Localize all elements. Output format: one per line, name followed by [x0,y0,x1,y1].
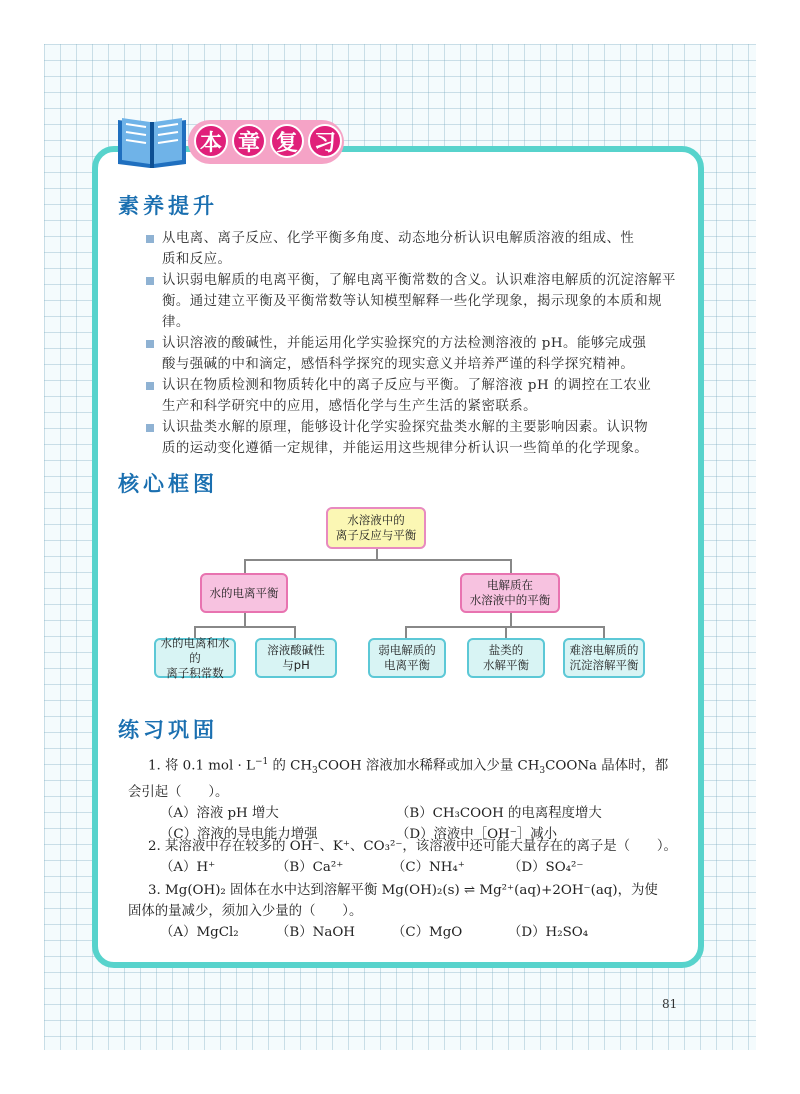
option: （C）NH₄⁺ [392,860,465,875]
question-stem: 固体的量减少，须加入少量的（ ）。 [128,904,363,919]
options [128,803,688,824]
list-item: 认识弱电解质的电离平衡，了解电离平衡常数的含义。认识难溶电解质的沉淀溶解平 衡。通过建立平衡及平衡常数等认知模型解释一些化学现象，揭示现象的本质和规律。 [146,270,686,333]
diagram-root-node: 水溶液中的 离子反应与平衡 [326,507,426,549]
option: （B）NaOH [276,925,355,940]
section-heading-exercises: 练习巩固 [118,718,218,742]
section-heading-literacy: 素养提升 [118,194,218,218]
option: （D）H₂SO₄ [508,925,589,940]
question-stem: 1. 将 0.1 mol · $L^{-1}$ 的 $CH_3COOH$ 溶液加水稀释或加入少量 $CH_3COONa$ 晶体时，都 [148,757,669,777]
question-stem: 2. 某溶液中存在较多的 OH⁻、K⁺、CO₃²⁻，该溶液中还可能大量存在的离子是（ ）。 [148,839,677,854]
diagram-leaf-node: 水的电离和水的 离子积常数 [154,638,236,678]
chapter-review-title [194,124,342,158]
title-char: 复 [270,124,304,158]
section-heading-diagram: 核心框图 [118,472,218,496]
connector [244,559,246,573]
connector [194,626,296,628]
title-char: 习 [308,124,342,158]
option: （B）CH₃COOH 的电离程度增大 [396,806,602,822]
title-char: 本 [194,124,228,158]
question-stem: 会引起（ ）。 [128,785,229,801]
options [128,922,688,943]
diagram-leaf-node: 弱电解质的 电离平衡 [368,638,446,678]
connector [510,612,512,627]
open-book-icon [114,110,190,172]
exercise-2 [128,836,688,878]
connector [244,612,246,627]
diagram-leaf-node: 溶液酸碱性 与pH [255,638,337,678]
option: （D）溶液中［OH⁻］减小 [396,827,557,843]
page-number: 81 [662,997,678,1011]
options [128,857,688,878]
list-item: 认识盐类水解的原理，能够设计化学实验探究盐类水解的主要影响因素。认识物 质的运动变化遵循一定规律，并能运用这些规律分析认识一些简单的化学现象。 [146,417,686,459]
option: （A）MgCl₂ [160,925,239,940]
question-stem: 3. Mg(OH)₂ 固体在水中达到溶解平衡 Mg(OH)₂(s) ⇌ Mg²⁺(aq)+2OH⁻(aq)，为使 [148,883,658,898]
option: （D）SO₄²⁻ [508,860,584,875]
literacy-list [146,228,686,459]
exercise-1 [128,752,688,845]
connector [505,626,507,638]
option: （C）MgO [392,925,463,940]
option: （A）H⁺ [160,860,216,875]
connector [405,626,407,638]
diagram-leaf-node: 难溶电解质的 沉淀溶解平衡 [563,638,645,678]
list-item: 认识在物质检测和物质转化中的离子反应与平衡。了解溶液 pH 的调控在工农业 生产和科学研究中的应用，感悟化学与生产生活的紧密联系。 [146,375,686,417]
connector [603,626,605,638]
diagram-node-water-ionization: 水的电离平衡 [200,573,288,613]
diagram-leaf-node: 盐类的 水解平衡 [467,638,545,678]
connector [244,559,512,561]
list-item: 从电离、离子反应、化学平衡多角度、动态地分析认识电解质溶液的组成、性 质和反应。 [146,228,686,270]
diagram-node-electrolyte-equilibrium: 电解质在 水溶液中的平衡 [460,573,560,613]
list-item: 认识溶液的酸碱性，并能运用化学实验探究的方法检测溶液的 pH。能够完成强 酸与强碱的中和滴定，感悟科学探究的现实意义并培养严谨的科学探究精神。 [146,333,686,375]
option: （A）溶液 pH 增大 [160,806,279,822]
option: （B）Ca²⁺ [276,860,344,875]
title-char: 章 [232,124,266,158]
connector [510,559,512,573]
option: （C）溶液的导电能力增强 [160,827,318,843]
connector [294,626,296,638]
exercise-3 [128,880,688,943]
